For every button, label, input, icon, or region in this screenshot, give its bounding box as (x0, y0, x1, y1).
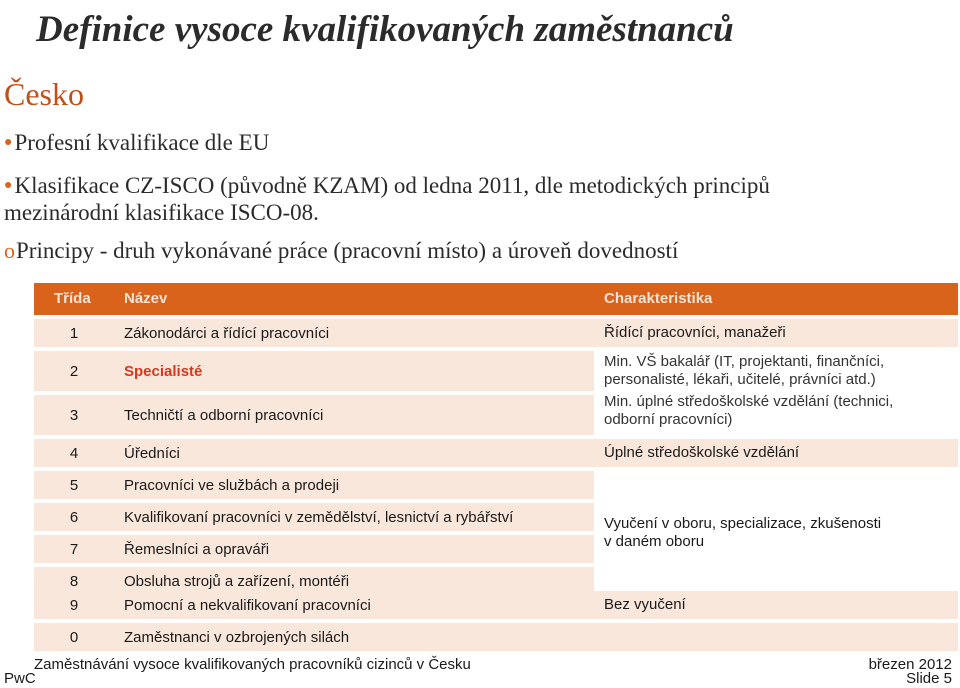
footer-date: březen 2012 (868, 656, 952, 673)
bullet-text-continuation: mezinárodní klasifikace ISCO-08. (4, 200, 319, 225)
footer-company: PwC (4, 670, 36, 687)
table-row (34, 319, 958, 347)
section-heading: Česko (4, 76, 84, 112)
header-name: Název (124, 290, 168, 307)
row-name: Obsluha strojů a zařízení, montéři (124, 573, 350, 590)
bullet-text: Profesní kvalifikace dle EU (14, 130, 270, 155)
bullet-item (4, 173, 770, 199)
row-number: 9 (69, 597, 79, 614)
bullet-item (4, 238, 678, 264)
char-line: Vyučení v oboru, specializace, zkušenosti (604, 515, 882, 532)
bullet-dot-icon: ● (4, 178, 13, 193)
row-number: 8 (69, 573, 79, 590)
row-name: Pracovníci ve službách a prodeji (124, 477, 340, 494)
bullet-dot-icon: ● (4, 135, 13, 150)
row-name: Úředníci (124, 445, 180, 462)
row-characteristics: Úplné středoškolské vzdělání (604, 444, 800, 461)
footer-subject: Zaměstnávání vysoce kvalifikovaných pracovníků cizinců v Česku (34, 656, 471, 673)
row-number: 0 (69, 629, 79, 646)
row-name: Techničtí a odborní pracovníci (124, 407, 324, 424)
row-number: 7 (69, 541, 79, 558)
row-characteristics: Řídící pracovníci, manažeři (604, 324, 786, 341)
row-name: Specialisté (124, 363, 203, 380)
row-name: Zaměstnanci v ozbrojených silách (124, 629, 350, 646)
char-line: personalisté, lékaři, učitelé, právníci atd.) (604, 371, 876, 388)
characteristics-merged-cell (594, 471, 958, 595)
table-header (34, 283, 958, 315)
row-name: Řemeslníci a opraváři (124, 541, 270, 558)
bullet-ring-icon: o (4, 238, 15, 263)
row-number: 6 (69, 509, 79, 526)
row-name: Zákonodárci a řídící pracovníci (124, 325, 330, 342)
classification-table (34, 283, 958, 651)
header-characteristics: Charakteristika (604, 290, 713, 307)
row-number: 2 (69, 363, 79, 380)
row-name: Pomocní a nekvalifikovaní pracovníci (124, 597, 371, 614)
characteristics-merged-cell (594, 351, 958, 435)
bullet-text: Principy - druh vykonávané práce (pracovní místo) a úroveň dovedností (16, 238, 679, 263)
row-number: 1 (69, 325, 79, 342)
char-line: Min. úplné středoškolské vzdělání (technici, (604, 393, 894, 410)
footer-slide-number: Slide 5 (906, 670, 952, 687)
row-number: 4 (69, 445, 79, 462)
bullet-item (4, 130, 269, 156)
header-class: Třída (54, 290, 91, 307)
char-line: Min. VŠ bakalář (IT, projektanti, finančníci, (604, 353, 885, 370)
row-characteristics: Bez vyučení (604, 596, 686, 613)
table-row (34, 439, 958, 467)
row-name: Kvalifikovaní pracovníci v zemědělství, lesnictví a rybářství (124, 509, 514, 526)
char-line: odborní pracovníci) (604, 411, 733, 428)
table-row (34, 623, 958, 651)
bullet-text: Klasifikace CZ-ISCO (původně KZAM) od ledna 2011, dle metodických principů (14, 173, 770, 198)
row-number: 5 (69, 477, 79, 494)
char-line: v daném oboru (604, 533, 705, 550)
row-number: 3 (69, 407, 79, 424)
table-row (34, 591, 958, 619)
page-title: Definice vysoce kvalifikovaných zaměstnanců (36, 9, 734, 50)
